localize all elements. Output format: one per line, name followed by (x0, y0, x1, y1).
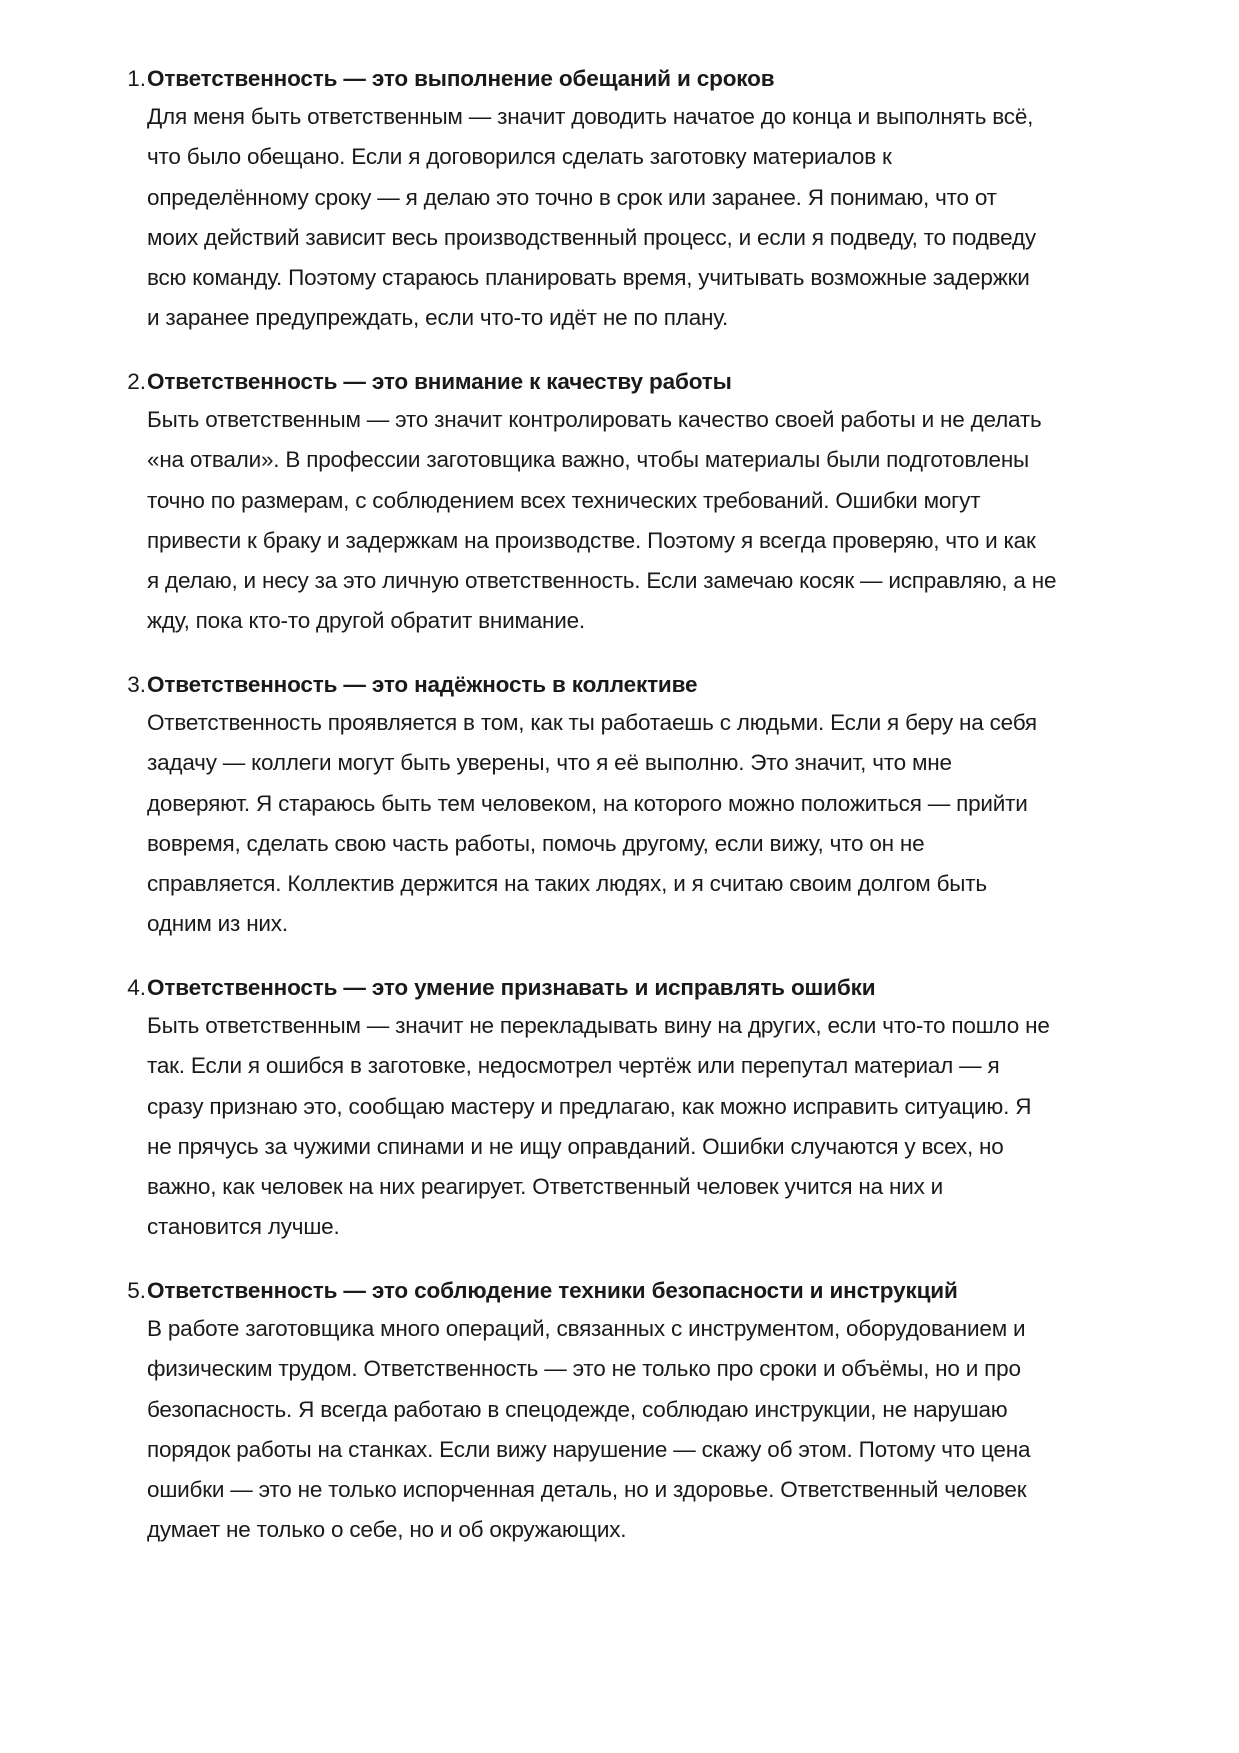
section-title: Ответственность — это соблюдение техники безопасности и инструкций (147, 1278, 958, 1303)
list-number: 3. (127, 672, 146, 697)
list-item-3 (112, 667, 1162, 945)
paragraph-line: и заранее предупреждать, если что-то идёт не по плану. (147, 305, 729, 331)
paragraph-line: не прячусь за чужими спинами и не ищу оправданий. Ошибки случаются у всех, но (147, 1133, 1004, 1159)
section-heading (112, 970, 1162, 1006)
paragraph-line: доверяют. Я стараюсь быть тем человеком, на которого можно положиться — прийти (147, 790, 1028, 816)
section-title: Ответственность — это умение признавать и исправлять ошибки (147, 975, 876, 1000)
section-heading (112, 61, 1162, 97)
paragraph-line: думает не только о себе, но и об окружающих. (147, 1517, 627, 1543)
paragraph-line: одним из них. (147, 911, 288, 937)
paragraph-line: В работе заготовщика много операций, связанных с инструментом, оборудованием и (147, 1316, 1026, 1341)
paragraph-line: Быть ответственным — это значит контролировать качество своей работы и не делать (147, 407, 1042, 432)
list-number: 2. (127, 369, 146, 394)
paragraph-line: безопасность. Я всегда работаю в спецодежде, соблюдаю инструкции, не нарушаю (147, 1396, 1008, 1422)
paragraph-line: справляется. Коллектив держится на таких людях, и я считаю своим долгом быть (147, 871, 987, 897)
section-title: Ответственность — это внимание к качеству работы (147, 369, 732, 394)
section-heading (112, 364, 1162, 400)
section-heading (112, 1273, 1162, 1309)
paragraph-line: «на отвали». В профессии заготовщика важно, чтобы материалы были подготовлены (147, 447, 1030, 473)
paragraph-line: привести к браку и задержкам на производстве. Поэтому я всегда проверяю, что и как (147, 527, 1036, 553)
paragraph-line: моих действий зависит весь производственный процесс, и если я подведу, то подведу (147, 224, 1036, 250)
paragraph-line: Для меня быть ответственным — значит доводить начатое до конца и выполнять всё, (147, 104, 1034, 129)
paragraph-line: так. Если я ошибся в заготовке, недосмотрел чертёж или перепутал материал — я (147, 1053, 1000, 1079)
paragraph-line: задачу — коллеги могут быть уверены, что я её выполню. Это значит, что мне (147, 750, 952, 776)
section-title: Ответственность — это выполнение обещаний и сроков (147, 66, 775, 91)
paragraph-line: определённому сроку — я делаю это точно в срок или заранее. Я понимаю, что от (147, 184, 997, 210)
paragraph-line: жду, пока кто-то другой обратит внимание. (147, 608, 585, 634)
paragraph-line: важно, как человек на них реагирует. Ответственный человек учится на них и (147, 1174, 944, 1200)
paragraph-line: Ответственность проявляется в том, как ты работаешь с людьми. Если я беру на себя (147, 710, 1037, 735)
paragraph-line: точно по размерам, с соблюдением всех технических требований. Ошибки могут (147, 487, 981, 513)
paragraph-line: всю команду. Поэтому стараюсь планировать время, учитывать возможные задержки (147, 265, 1030, 291)
paragraph-line: я делаю, и несу за это личную ответственность. Если замечаю косяк — исправляю, а не (147, 568, 1057, 594)
section-heading (112, 667, 1162, 703)
list-item-4 (112, 970, 1162, 1248)
paragraph-line: порядок работы на станках. Если вижу нарушение — скажу об этом. Потому что цена (147, 1436, 1031, 1462)
paragraph-line: становится лучше. (147, 1214, 340, 1240)
paragraph-line: сразу признаю это, сообщаю мастеру и предлагаю, как можно исправить ситуацию. Я (147, 1093, 1032, 1119)
paragraph-line: физическим трудом. Ответственность — это не только про сроки и объёмы, но и про (147, 1356, 1021, 1382)
paragraph-line: что было обещано. Если я договорился сделать заготовку материалов к (147, 144, 892, 170)
list-number: 4. (127, 975, 146, 1000)
section-title: Ответственность — это надёжность в коллективе (147, 672, 698, 697)
list-item-2 (112, 364, 1162, 642)
list-item-1 (112, 61, 1162, 339)
paragraph-line: вовремя, сделать свою часть работы, помочь другому, если вижу, что он не (147, 830, 925, 856)
list-number: 5. (127, 1278, 146, 1303)
paragraph-line: ошибки — это не только испорченная деталь, но и здоровье. Ответственный человек (147, 1477, 1027, 1503)
list-item-5 (112, 1273, 1162, 1551)
paragraph-line: Быть ответственным — значит не перекладывать вину на других, если что-то пошло не (147, 1013, 1050, 1038)
list-number: 1. (127, 66, 146, 91)
